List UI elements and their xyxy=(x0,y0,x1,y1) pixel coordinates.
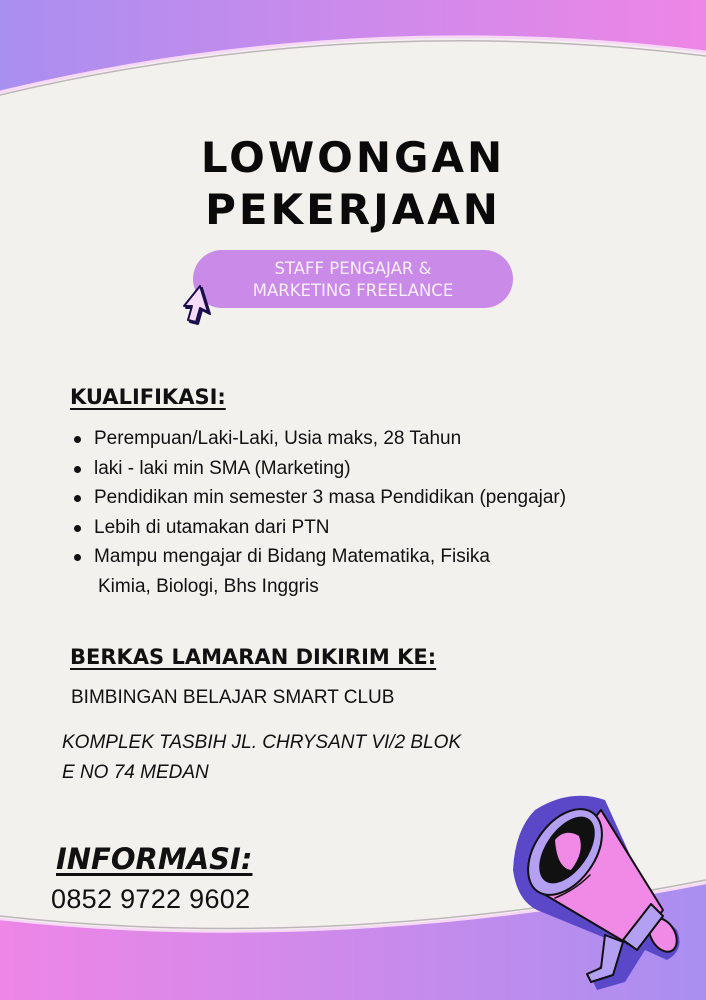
qualifications-heading: KUALIFIKASI: xyxy=(70,385,226,409)
megaphone-icon xyxy=(495,770,706,1000)
position-badge xyxy=(193,250,513,308)
list-item xyxy=(72,542,566,601)
list-item-text: Perempuan/Laki-Laki, Usia maks, 28 Tahun xyxy=(94,428,462,449)
list-item-text: laki - laki min SMA (Marketing) xyxy=(94,457,351,479)
list-item-text: Mampu mengajar di Bidang Matematika, Fisika xyxy=(94,546,491,567)
bullet-icon xyxy=(74,466,81,473)
phone-number: 0852 9722 9602 xyxy=(51,884,251,914)
list-item-continuation: Kimia, Biologi, Bhs Inggris xyxy=(98,575,319,597)
bullet-icon xyxy=(74,554,81,561)
bullet-icon xyxy=(74,436,81,443)
cursor-arrow-icon xyxy=(178,282,218,326)
address xyxy=(62,728,502,788)
address-line-2: E NO 74 MEDAN xyxy=(62,762,209,783)
title-line-1: LOWONGAN xyxy=(200,133,506,182)
list-item-text: Pendidikan min semester 3 masa Pendidikan (pengajar) xyxy=(94,487,567,508)
list-item-text: Lebih di utamakan dari PTN xyxy=(94,516,330,538)
qualifications-list xyxy=(72,424,566,601)
list-item xyxy=(72,454,566,484)
bullet-icon xyxy=(74,495,81,502)
position-line-1: STAFF PENGAJAR & xyxy=(274,259,432,278)
position-line-2: MARKETING FREELANCE xyxy=(252,281,454,300)
list-item xyxy=(72,513,566,543)
submission-heading: BERKAS LAMARAN DIKIRIM KE: xyxy=(70,645,437,669)
list-item xyxy=(72,483,566,513)
address-line-1: KOMPLEK TASBIH JL. CHRYSANT VI/2 BLOK xyxy=(62,732,462,753)
organization-name: BIMBINGAN BELAJAR SMART CLUB xyxy=(71,687,395,708)
bullet-icon xyxy=(74,525,81,532)
top-gradient-banner xyxy=(0,0,706,120)
list-item xyxy=(72,424,566,454)
title-line-2: PEKERJAAN xyxy=(205,185,501,234)
contact-heading: INFORMASI: xyxy=(56,842,253,876)
